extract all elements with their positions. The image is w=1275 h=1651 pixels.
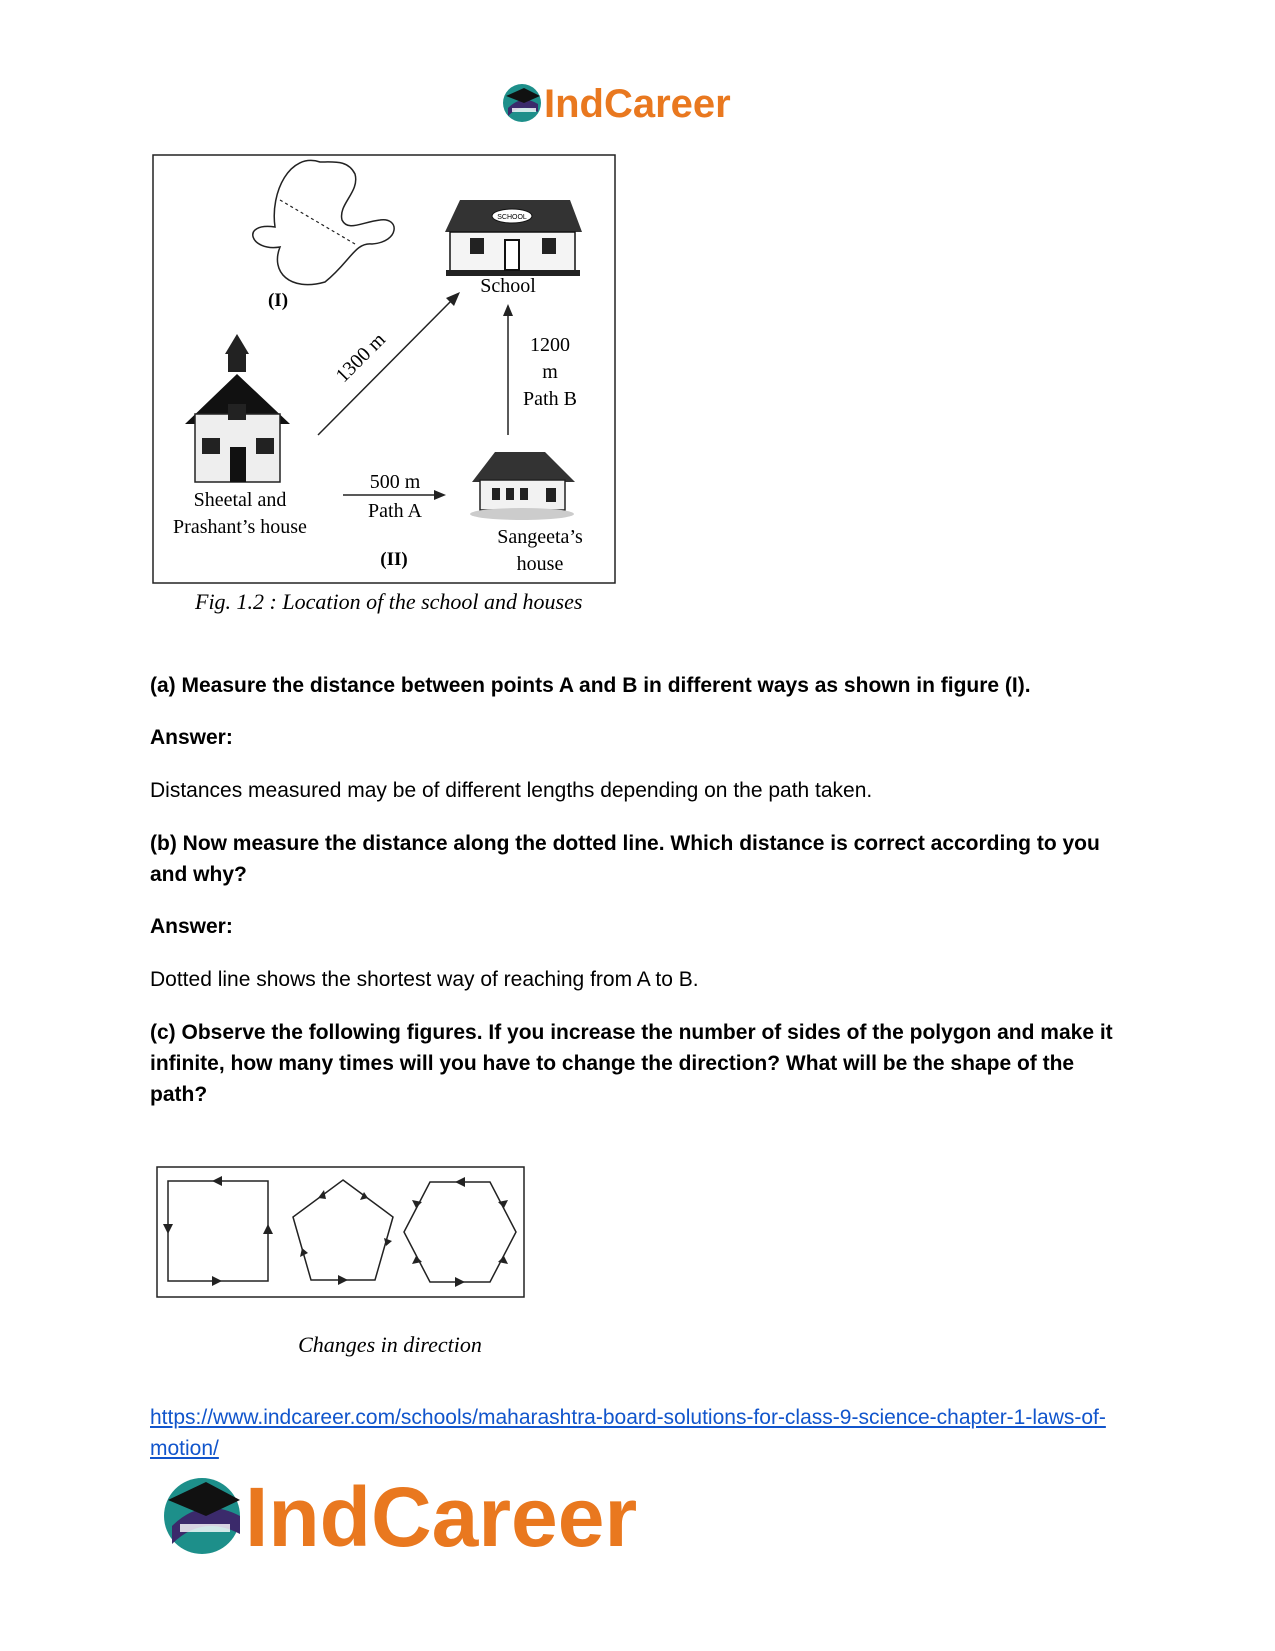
diagonal-distance-label: 1300 m: [331, 328, 390, 387]
figure1-caption: Fig. 1.2 : Location of the school and houses: [195, 589, 583, 614]
graduation-globe-icon: [503, 84, 541, 122]
school-building-icon: [445, 200, 582, 276]
path-b-unit: m: [542, 361, 558, 383]
path-a-distance: 500 m: [369, 471, 421, 493]
indcareer-logo-top: [500, 78, 780, 128]
question-b: (b) Now measure the distance along the dotted line. Which distance is correct according to you and why?: [150, 832, 1100, 886]
square-path-shape: [168, 1181, 268, 1281]
path-b-distance: 1200: [530, 334, 570, 356]
school-label: School: [480, 275, 536, 297]
question-a: (a) Measure the distance between points A and B in different ways as shown in figure (I).: [150, 674, 1031, 697]
graduation-globe-icon: [164, 1478, 240, 1554]
answer-b: Dotted line shows the shortest way of reaching from A to B.: [150, 968, 699, 991]
figure-location-school-houses: [150, 152, 650, 652]
figure2-caption: Changes in direction: [298, 1332, 482, 1357]
indcareer-logo-bottom: [160, 1464, 700, 1564]
hexagon-path-shape: [404, 1177, 516, 1287]
sheetal-prashant-house-icon: [185, 334, 290, 482]
house1-label-line1: Sheetal and: [193, 489, 287, 511]
irregular-path-figure: [253, 160, 394, 284]
school-sign-text: SCHOOL: [497, 214, 527, 221]
logo-text: IndCareer: [245, 1470, 638, 1564]
house2-label-line2: house: [516, 553, 564, 575]
answer-a: Distances measured may be of different lengths depending on the path taken.: [150, 779, 873, 802]
label-figure-II: (II): [380, 549, 408, 570]
path-b-name: Path B: [523, 388, 577, 410]
path-a-name: Path A: [368, 500, 422, 522]
label-figure-I: (I): [267, 290, 289, 311]
source-link[interactable]: https://www.indcareer.com/schools/maharashtra-board-solutions-for-class-9-science-chapter-1-laws-of-motion/: [150, 1406, 1106, 1460]
figure-changes-in-direction: [150, 1162, 540, 1362]
pentagon-path-shape: [293, 1180, 393, 1285]
answer-label-a: Answer:: [150, 726, 233, 749]
house2-label-line1: Sangeeta’s: [497, 526, 583, 548]
sangeeta-house-icon: [470, 452, 575, 520]
answer-label-b: Answer:: [150, 915, 233, 938]
logo-text: IndCareer: [544, 82, 731, 126]
question-c: (c) Observe the following figures. If you increase the number of sides of the polygon and make it infinite, how many times will you have to change the direction? What will be the shape of the path?: [150, 1021, 1113, 1106]
house1-label-line2: Prashant’s house: [173, 516, 307, 538]
